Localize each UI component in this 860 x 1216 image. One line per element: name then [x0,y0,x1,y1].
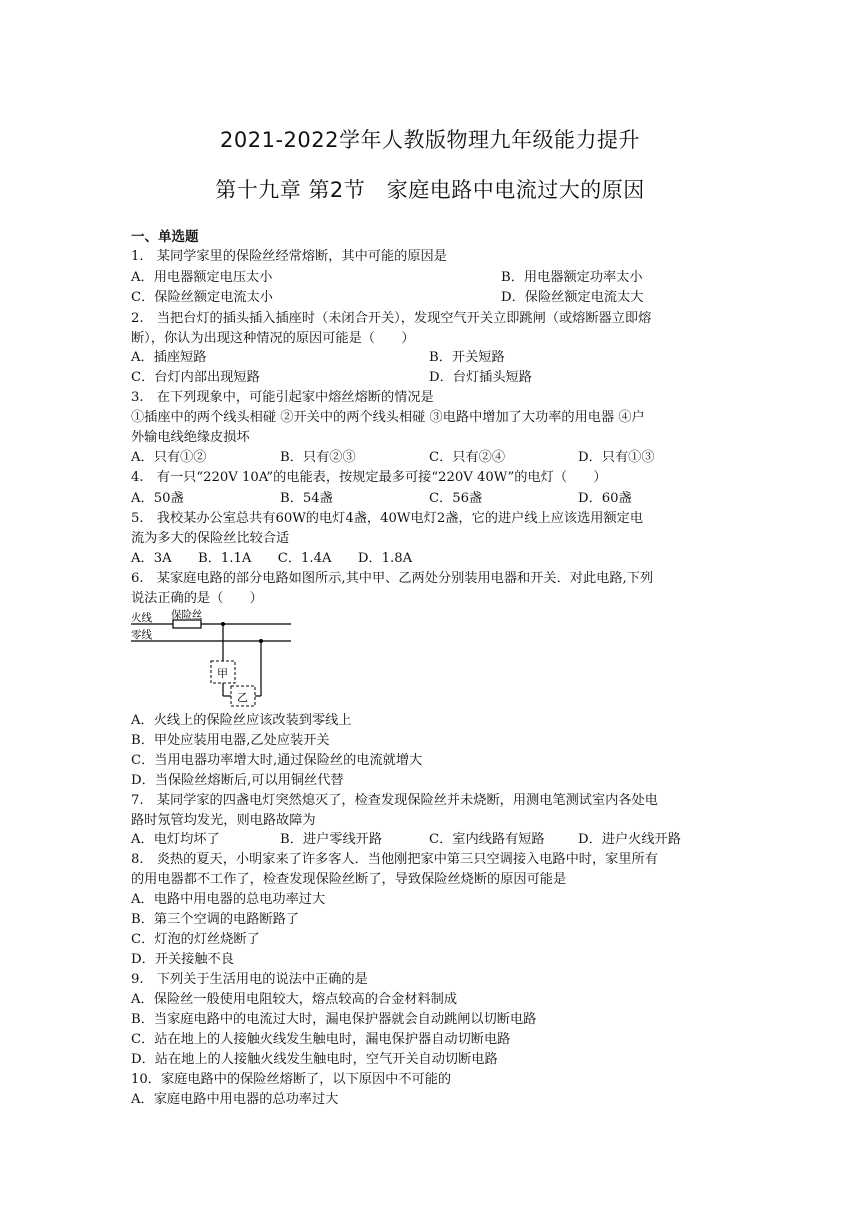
q6-stem-line2: 说法正确的是（ ） [131,591,263,606]
fuse-symbol [173,620,201,628]
q10-stem: 10．家庭电路中的保险丝熔断了，以下原因中不可能的 [131,1072,452,1087]
q3-option-a: A．只有①② [131,450,207,465]
q7-stem-line2: 路时氖管均发光，则电路故障为 [131,813,316,828]
q6-stem-line1: 6. 某家庭电路的部分电路如图所示,其中甲、乙两处分别装用电器和开关．对此电路,下列 [131,571,654,586]
q4-option-a: A．50盏 [131,491,184,506]
q5-stem-line1: 5. 我校某办公室总共有60W的电灯4盏，40W电灯2盏，它的进户线上应该选用额定电 [131,511,644,526]
q2-stem-line1: 2. 当把台灯的插头插入插座时（未闭合开关），发现空气开关立即跳闸（或熔断器立即熔 [131,311,652,326]
q9-stem: 9. 下列关于生活用电的说法中正确的是 [131,972,368,987]
q4-stem: 4. 有一只“220V 10A”的电能表，按规定最多可接“220V 40W”的电灯（ ） [131,470,607,485]
q5-stem-line2: 流为多大的保险丝比较合适 [131,531,290,546]
q9-option-a: A．保险丝一般使用电阻较大，熔点较高的合金材料制成 [131,992,458,1007]
q4-option-b: B．54盏 [280,491,333,506]
q3-conditions-line1: ①插座中的两个线头相碰 ②开关中的两个线头相碰 ③电路中增加了大功率的用电器 ④户 [131,410,645,425]
q4-option-d: D．60盏 [578,491,632,506]
q1-option-b: B．用电器额定功率太小 [501,270,643,285]
q6-option-d: D．当保险丝熔断后,可以用铜丝代替 [131,773,344,788]
q8-stem-line1: 8. 炎热的夏天，小明家来了许多客人．当他刚把家中第三只空调接入电路中时，家里所有 [131,852,658,867]
section-heading: 一、单选题 [131,229,199,245]
q1-stem: 1. 某同学家里的保险丝经常熔断，其中可能的原因是 [131,249,447,264]
q6-circuit-diagram [131,608,301,708]
q7-option-b: B．进户零线开路 [280,832,383,847]
q6-option-c: C．当用电器功率增大时,通过保险丝的电流就增大 [131,753,423,768]
q2-option-d: D．台灯插头短路 [429,370,532,385]
q7-stem-line1: 7. 某同学家的四盏电灯突然熄灭了，检查发现保险丝并未烧断，用测电笔测试室内各处电 [131,793,658,808]
q1-option-a: A．用电器额定电压太小 [131,270,273,285]
q2-option-c: C．台灯内部出现短路 [131,370,260,385]
q8-option-b: B．第三个空调的电路断路了 [131,912,299,927]
q7-option-d: D．进户火线开路 [578,832,681,847]
q8-option-d: D．开关接触不良 [131,952,234,967]
q9-option-b: B．当家庭电路中的电流过大时，漏电保护器就会自动跳闸以切断电路 [131,1012,537,1027]
q8-stem-line2: 的用电器都不工作了，检查发现保险丝断了，导致保险丝烧断的原因可能是 [131,872,567,887]
q3-option-b: B．只有②③ [280,450,356,465]
q4-option-c: C．56盏 [429,491,483,506]
q10-option-a: A．家庭电路中用电器的总功率过大 [131,1092,339,1107]
q2-option-b: B．开关短路 [429,350,505,365]
q3-conditions-line2: 外输电线绝缘皮损坏 [131,430,250,445]
q5-options: A．3A B．1.1A C．1.4A D．1.8A [131,551,413,566]
fire-line-label: 火线 [131,612,152,624]
q9-option-d: D．站在地上的人接触火线发生触电时，空气开关自动切断电路 [131,1052,498,1067]
q8-option-a: A．电路中用电器的总电功率过大 [131,892,326,907]
q8-option-c: C．灯泡的灯丝烧断了 [131,932,260,947]
q3-option-d: D．只有①③ [578,450,655,465]
q2-stem-line2: 断），你认为出现这种情况的原因可能是（ ） [131,331,415,346]
q6-option-a: A．火线上的保险丝应该改装到零线上 [131,713,352,728]
q1-option-c: C．保险丝额定电流太小 [131,290,273,305]
q7-option-a: A．电灯均坏了 [131,832,220,847]
zero-line-label: 零线 [131,629,152,641]
chapter-title: 第十九章 第2节 家庭电路中电流过大的原因 [215,178,645,202]
worksheet-title: 2021-2022学年人教版物理九年级能力提升 [220,128,640,152]
q9-option-c: C．站在地上的人接触火线发生触电时，漏电保护器自动切断电路 [131,1032,511,1047]
q6-option-b: B．甲处应装用电器,乙处应装开关 [131,733,330,748]
q2-option-a: A．插座短路 [131,350,207,365]
q7-option-c: C．室内线路有短路 [429,832,545,847]
q3-stem: 3. 在下列现象中，可能引起家中熔丝熔断的情况是 [131,390,434,405]
q3-option-c: C．只有②④ [429,450,506,465]
jia-label: 甲 [217,667,228,680]
fuse-label: 保险丝 [171,609,203,621]
yi-label: 乙 [237,691,248,704]
q1-option-d: D．保险丝额定电流太大 [501,290,644,305]
